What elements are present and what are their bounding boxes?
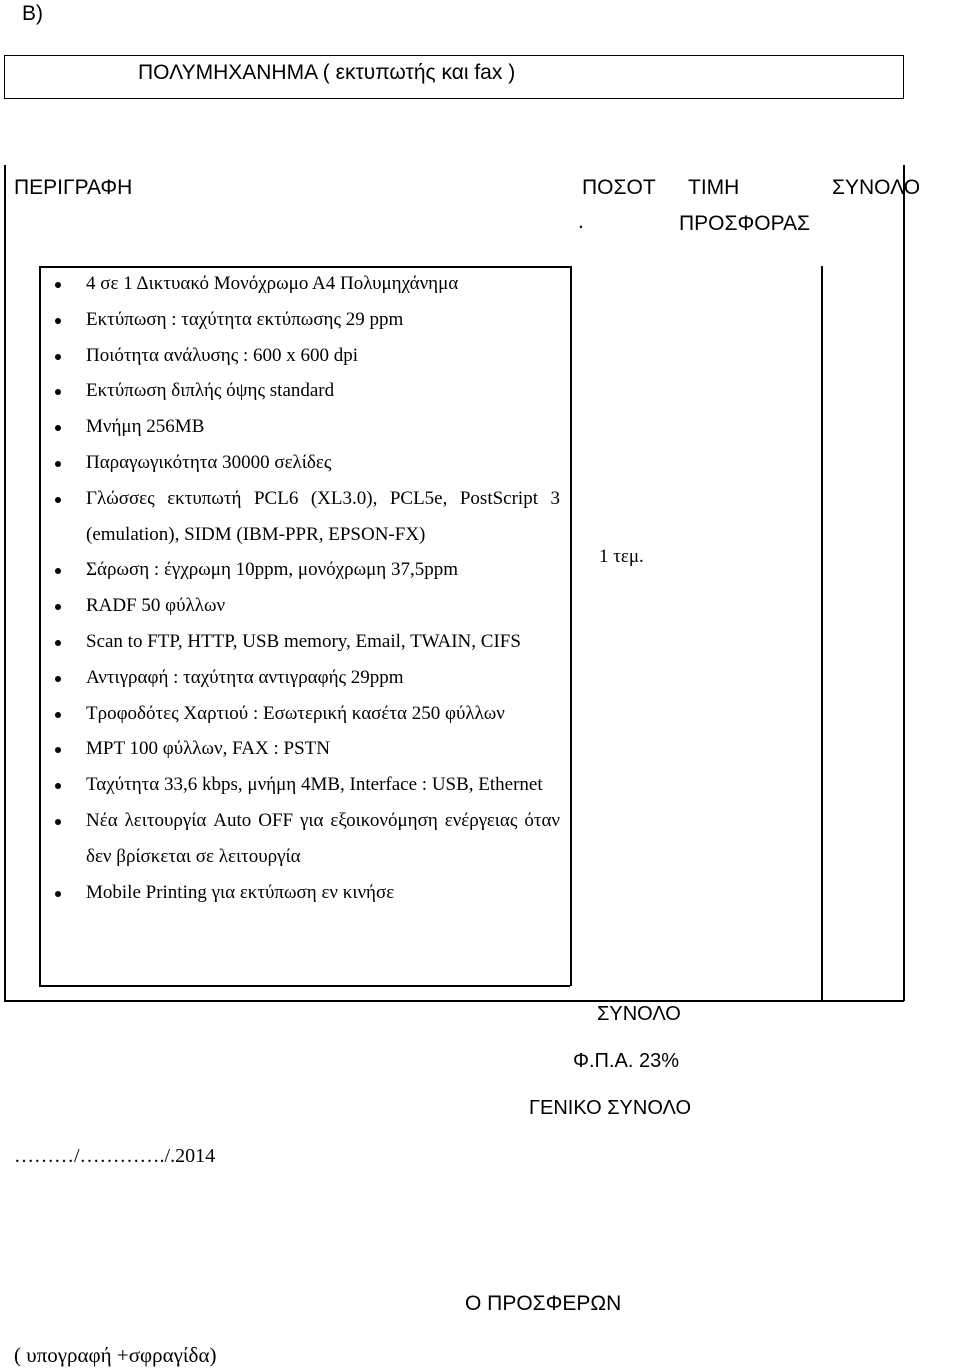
list-item: Τροφοδότες Χαρτιού : Εσωτερική κασέτα 250 φύλλων (40, 696, 570, 732)
summary-total: ΣΥΝΟΛΟ (597, 1003, 681, 1025)
offeror-label: Ο ΠΡΟΣΦΕΡΩΝ (465, 1292, 622, 1315)
list-item: Mobile Printing για εκτύπωση εν κινήσε (40, 875, 570, 911)
list-item: Ταχύτητα 33,6 kbps, μνήμη 4MB, Interface : USB, Ethernet (40, 767, 570, 803)
list-item: Scan to FTP, HTTP, USB memory, Email, TWAIN, CIFS (40, 624, 570, 660)
summary-vat: Φ.Π.Α. 23% (573, 1050, 679, 1072)
header-total: ΣΥΝΟΛΟ (832, 176, 921, 199)
date-line: ………/…………./.2014 (14, 1145, 216, 1167)
quantity-value: 1 τεμ. (599, 546, 644, 567)
header-price-line2: ΠΡΟΣΦΟΡΑΣ (679, 212, 811, 235)
list-item: Εκτύπωση διπλής όψης standard (40, 373, 570, 409)
list-item: Νέα λειτουργία Auto OFF για εξοικονόμηση ενέργειας όταν δεν βρίσκεται σε λειτουργία (40, 803, 570, 875)
list-item: Ποιότητα ανάλυσης : 600 x 600 dpi (40, 338, 570, 374)
section-letter: Β) (22, 2, 43, 25)
list-item: Αντιγραφή : ταχύτητα αντιγραφής 29ppm (40, 660, 570, 696)
header-quantity: ΠΟΣΟΤ (582, 176, 656, 199)
list-item: RADF 50 φύλλων (40, 588, 570, 624)
header-quantity-cont: . (578, 210, 584, 233)
list-item: MPT 100 φύλλων, FAX : PSTN (40, 731, 570, 767)
list-item: Μνήμη 256MB (40, 409, 570, 445)
page-title: ΠΟΛΥΜΗΧΑΝΗΜΑ ( εκτυπωτής και fax ) (138, 61, 516, 84)
list-item: Σάρωση : έγχρωμη 10ppm, μονόχρωμη 37,5ppm (40, 552, 570, 588)
header-description: ΠΕΡΙΓΡΑΦΗ (14, 176, 133, 199)
list-item: Εκτύπωση : ταχύτητα εκτύπωσης 29 ppm (40, 302, 570, 338)
list-item: Γλώσσες εκτυπωτή PCL6 (XL3.0), PCL5e, PostScript 3 (emulation), SIDM (IBM-PPR, EPSON-FX) (40, 481, 570, 553)
summary-grand-total: ΓΕΝΙΚΟ ΣΥΝΟΛΟ (529, 1097, 692, 1119)
header-price-line1: ΤΙΜΗ (688, 176, 740, 199)
list-item: 4 σε 1 Δικτυακό Μονόχρωμο Α4 Πολυμηχάνημα (40, 266, 570, 302)
spec-list (40, 266, 570, 910)
list-item: Παραγωγικότητα 30000 σελίδες (40, 445, 570, 481)
signature-label: ( υπογραφή +σφραγίδα) (14, 1343, 217, 1367)
